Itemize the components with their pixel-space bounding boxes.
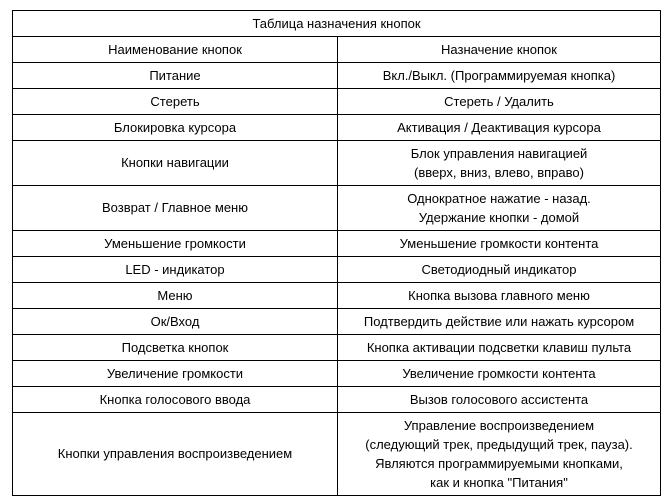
button-purpose-cell: Управление воспроизведением (следующий трек, предыдущий трек, пауза). Являются программируемыми кнопками, как и кнопка "Питания" <box>338 413 661 496</box>
button-purpose-cell: Кнопка активации подсветки клавиш пульта <box>338 335 661 361</box>
table-row <box>13 283 661 309</box>
button-purpose-cell: Вызов голосового ассистента <box>338 387 661 413</box>
button-name-cell: LED - индикатор <box>13 257 338 283</box>
buttons-assignment-table <box>12 10 661 496</box>
button-purpose-cell: Вкл./Выкл. (Программируемая кнопка) <box>338 63 661 89</box>
table-title-row <box>13 11 661 37</box>
table-row <box>13 186 661 231</box>
table-row <box>13 89 661 115</box>
table-header-row <box>13 37 661 63</box>
button-name-cell: Кнопки навигации <box>13 141 338 186</box>
header-button-purpose: Назначение кнопок <box>338 37 661 63</box>
header-button-name: Наименование кнопок <box>13 37 338 63</box>
button-name-cell: Стереть <box>13 89 338 115</box>
button-name-cell: Увеличение громкости <box>13 361 338 387</box>
button-name-cell: Блокировка курсора <box>13 115 338 141</box>
button-name-cell: Ок/Вход <box>13 309 338 335</box>
table-row <box>13 63 661 89</box>
table-row <box>13 309 661 335</box>
table-row <box>13 335 661 361</box>
table-row <box>13 257 661 283</box>
table-row <box>13 361 661 387</box>
table-title: Таблица назначения кнопок <box>13 11 661 37</box>
table-row <box>13 231 661 257</box>
button-name-cell: Питание <box>13 63 338 89</box>
button-purpose-cell: Кнопка вызова главного меню <box>338 283 661 309</box>
button-purpose-cell: Стереть / Удалить <box>338 89 661 115</box>
table-row <box>13 387 661 413</box>
button-purpose-cell: Активация / Деактивация курсора <box>338 115 661 141</box>
button-name-cell: Меню <box>13 283 338 309</box>
buttons-table-container <box>12 10 660 496</box>
button-purpose-cell: Уменьшение громкости контента <box>338 231 661 257</box>
button-name-cell: Кнопки управления воспроизведением <box>13 413 338 496</box>
table-row <box>13 413 661 496</box>
table-row <box>13 115 661 141</box>
button-purpose-cell: Светодиодный индикатор <box>338 257 661 283</box>
button-purpose-cell: Блок управления навигацией (вверх, вниз, влево, вправо) <box>338 141 661 186</box>
button-purpose-cell: Подтвердить действие или нажать курсором <box>338 309 661 335</box>
button-name-cell: Подсветка кнопок <box>13 335 338 361</box>
button-name-cell: Возврат / Главное меню <box>13 186 338 231</box>
button-name-cell: Уменьшение громкости <box>13 231 338 257</box>
button-purpose-cell: Увеличение громкости контента <box>338 361 661 387</box>
button-purpose-cell: Однократное нажатие - назад. Удержание кнопки - домой <box>338 186 661 231</box>
button-name-cell: Кнопка голосового ввода <box>13 387 338 413</box>
table-row <box>13 141 661 186</box>
